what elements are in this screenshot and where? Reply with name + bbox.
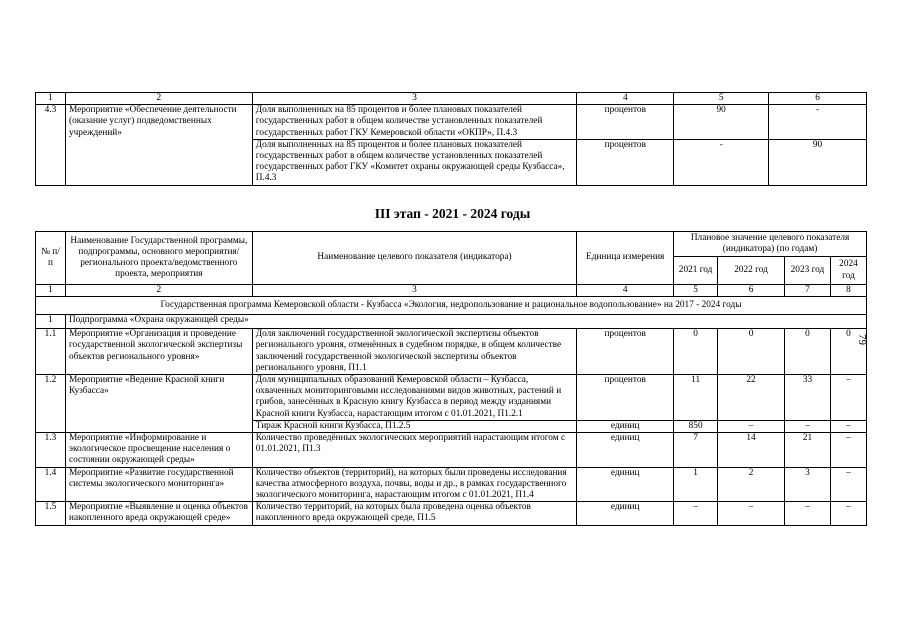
col-num: 1 — [36, 93, 66, 105]
event-name: Мероприятие «Ведение Красной книги Кузбасса» — [65, 375, 252, 433]
value-2024: – — [830, 433, 866, 468]
row-number: 1.1 — [36, 329, 66, 375]
col-num: 1 — [36, 285, 66, 297]
table-row — [36, 502, 867, 525]
value-2021: – — [674, 502, 718, 525]
value-2023: 0 — [785, 329, 831, 375]
value-2022: – — [718, 502, 785, 525]
header-name: Наименование Государственной программы, подпрограммы, основного мероприятия/регионального проекта/ведомственного проекта, мероприятия — [65, 232, 252, 285]
table-row — [36, 467, 867, 502]
value-2021: 11 — [674, 375, 718, 421]
table-row — [36, 375, 867, 421]
table-row — [36, 329, 867, 375]
col-num: 3 — [252, 93, 577, 105]
value-2022: 2 — [718, 467, 785, 502]
unit: единиц — [577, 467, 674, 502]
unit: единиц — [577, 502, 674, 525]
value-2021: 7 — [674, 433, 718, 468]
event-name: Мероприятие «Обеспечение деятельности (оказание услуг) подведомственных учреждений» — [65, 105, 252, 185]
value: 90 — [769, 139, 867, 185]
header-year: 2022 год — [718, 257, 785, 285]
header-indicator: Наименование целевого показателя (индикатора) — [252, 232, 577, 285]
value-2024: – — [830, 467, 866, 502]
header-row — [36, 232, 867, 257]
value-2024: – — [830, 375, 866, 421]
program-title: Государственная программа Кемеровской области - Кузбасса «Экология, недропользование и рациональное водопользование» на 2017 - 2024 годы — [36, 297, 867, 315]
indicator-name: Количество территорий, на которых была проведена оценка объектов накопленного вреда окружающей среде, П1.5 — [252, 502, 577, 525]
value-2022: – — [718, 420, 785, 432]
unit: единиц — [577, 433, 674, 468]
row-number: 4.3 — [36, 105, 66, 185]
indicator-name: Доля выполненных на 85 процентов и более плановых показателей государственных работ в общем количестве установленных показателей государственных работ ГКУ Кемеровской области «ОКПР», П.4.3 — [252, 105, 577, 140]
row-number: 1.2 — [36, 375, 66, 433]
event-name: Мероприятие «Организация и проведение государственной экологической экспертизы объектов регионального уровня» — [65, 329, 252, 375]
col-num: 5 — [674, 93, 769, 105]
col-num: 8 — [830, 285, 866, 297]
subprogram-title: Подпрограмма «Охрана окружающей среды» — [65, 315, 866, 329]
value-2021: 0 — [674, 329, 718, 375]
value-2024: – — [830, 502, 866, 525]
value: 90 — [674, 105, 769, 140]
event-name: Мероприятие «Выявление и оценка объектов накопленного вреда окружающей среде» — [65, 502, 252, 525]
row-number: 1.4 — [36, 467, 66, 502]
col-num: 6 — [769, 93, 867, 105]
header-year: 2024 год — [830, 257, 866, 285]
page-number: 79 — [856, 334, 868, 345]
row-number: 1 — [36, 315, 66, 329]
value-2023: 3 — [785, 467, 831, 502]
value-2021: 850 — [674, 420, 718, 432]
unit: процентов — [577, 139, 674, 185]
col-num: 6 — [718, 285, 785, 297]
program-row — [36, 297, 867, 315]
col-num: 4 — [577, 93, 674, 105]
table-row — [36, 105, 867, 140]
unit: процентов — [577, 105, 674, 140]
header-year: 2021 год — [674, 257, 718, 285]
indicator-table — [35, 231, 867, 526]
header-number: № п/п — [36, 232, 66, 285]
value: - — [769, 105, 867, 140]
column-number-row — [36, 93, 867, 105]
value-2022: 0 — [718, 329, 785, 375]
unit: процентов — [577, 329, 674, 375]
event-name: Мероприятие «Развитие государственной системы экологического мониторинга» — [65, 467, 252, 502]
subprogram-row — [36, 315, 867, 329]
value-2021: 1 — [674, 467, 718, 502]
col-num: 3 — [252, 285, 577, 297]
row-number: 1.3 — [36, 433, 66, 468]
value-2022: 14 — [718, 433, 785, 468]
value-2024: 0 — [830, 329, 866, 375]
value: - — [674, 139, 769, 185]
value-2023: 21 — [785, 433, 831, 468]
indicator-name: Тираж Красной книги Кузбасса, П1.2.5 — [252, 420, 577, 432]
col-num: 2 — [65, 285, 252, 297]
table-row — [36, 433, 867, 468]
header-plan: Плановое значение целевого показателя (индикатора) (по годам) — [674, 232, 867, 257]
indicator-name: Количество проведённых экологических мероприятий нарастающим итогом с 01.01.2021, П1.3 — [252, 433, 577, 468]
value-2023: – — [785, 502, 831, 525]
col-num: 7 — [785, 285, 831, 297]
indicator-name: Доля выполненных на 85 процентов и более плановых показателей государственных работ в общем количестве установленных показателей государственных работ ГКУ «Комитет охраны окружающей среды Кузбасса», П.4.3 — [252, 139, 577, 185]
continuation-table — [35, 92, 867, 186]
unit: единиц — [577, 420, 674, 432]
row-number: 1.5 — [36, 502, 66, 525]
event-name: Мероприятие «Информирование и экологическое просвещение населения о состоянии окружающей среды» — [65, 433, 252, 468]
value-2024: – — [830, 420, 866, 432]
value-2023: – — [785, 420, 831, 432]
col-num: 5 — [674, 285, 718, 297]
indicator-name: Количество объектов (территорий), на которых были проведены исследования качества атмосферного воздуха, почвы, воды и др., в рамках государственного экологического мониторинга, нарастающим итогом с 01.01.2021, П1.4 — [252, 467, 577, 502]
header-year: 2023 год — [785, 257, 831, 285]
unit: процентов — [577, 375, 674, 421]
col-num: 4 — [577, 285, 674, 297]
col-num: 2 — [65, 93, 252, 105]
value-2022: 22 — [718, 375, 785, 421]
indicator-name: Доля муниципальных образований Кемеровской области – Кузбасса, охваченных мониторинговыми исследованиями видов животных, растений и грибов, занесённых в Красную книгу Кузбасса в период между изданиями Красной книги Кузбасса, нарастающим итогом с 01.01.2021, П1.2.1 — [252, 375, 577, 421]
header-unit: Единица измерения — [577, 232, 674, 285]
indicator-name: Доля заключений государственной экологической экспертизы объектов регионального уровня, отменённых в судебном порядке, в общем количестве заключений государственной экологической экспертизы объектов регионального уровня, П1.1 — [252, 329, 577, 375]
stage-heading: III этап - 2021 - 2024 годы — [374, 206, 531, 221]
column-number-row — [36, 285, 867, 297]
value-2023: 33 — [785, 375, 831, 421]
